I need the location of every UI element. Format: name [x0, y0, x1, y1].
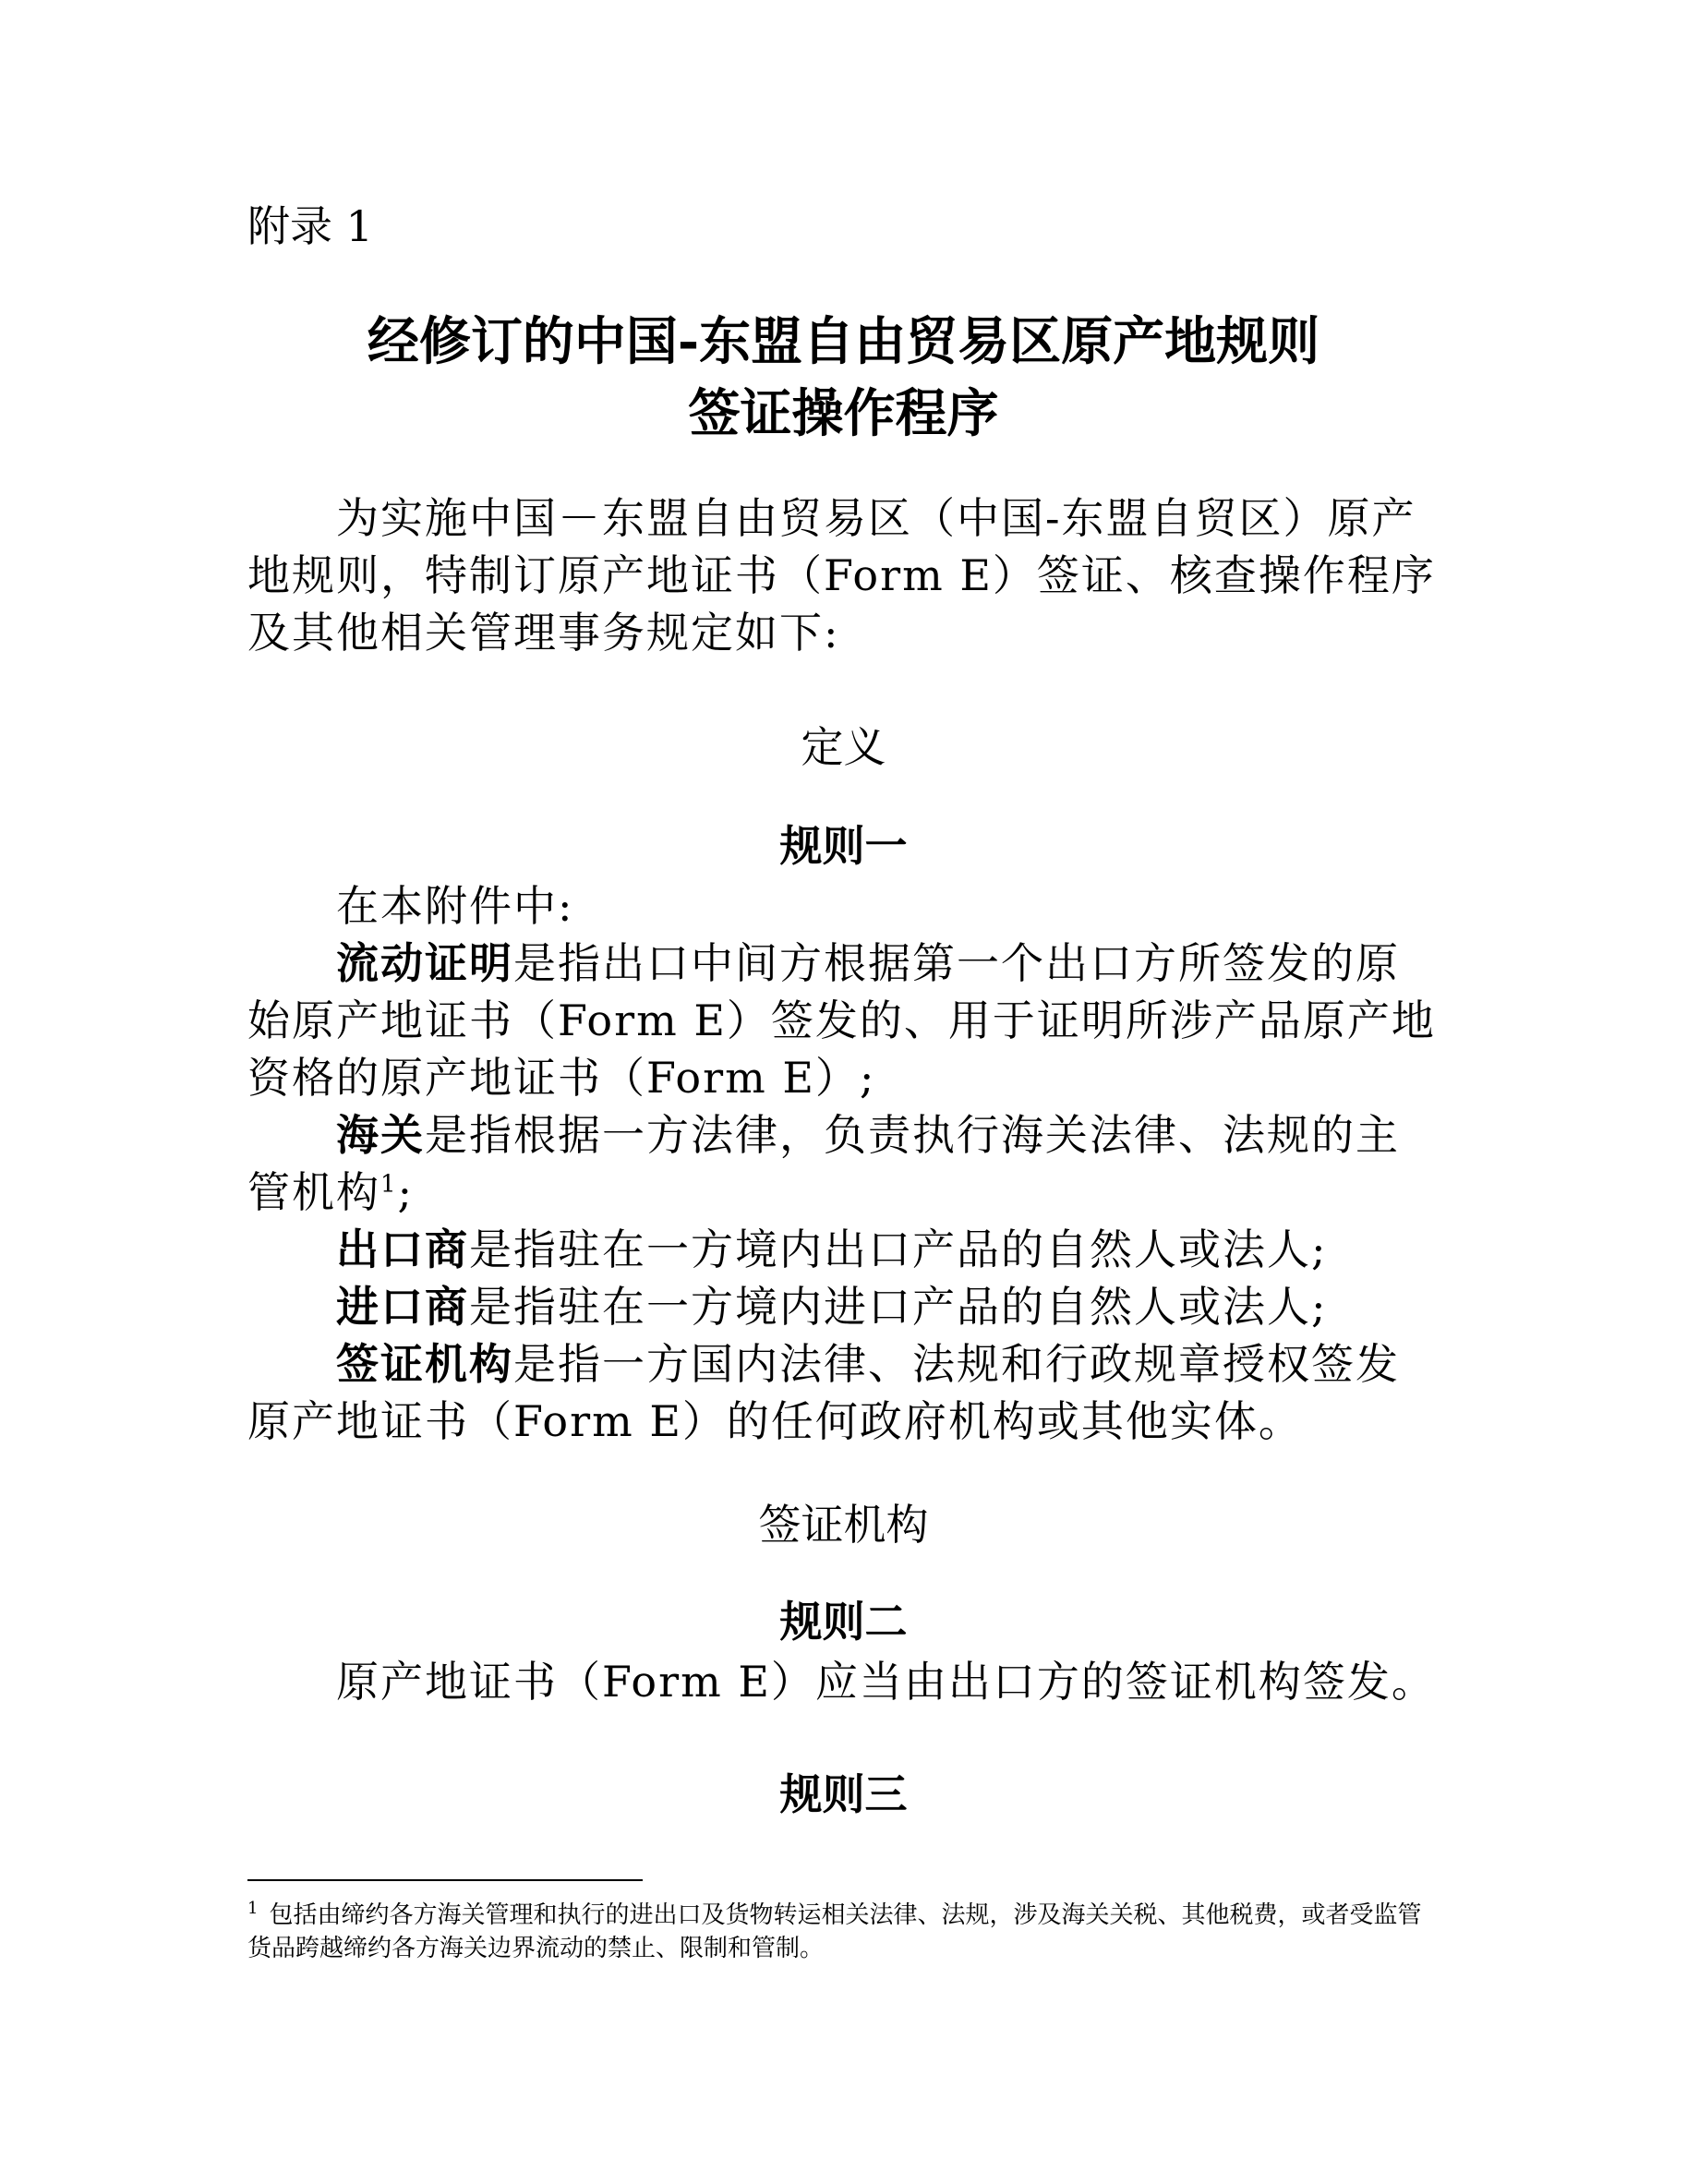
definition-term: 出口商 — [336, 1225, 469, 1274]
rule-one-heading: 规则一 — [779, 821, 908, 871]
rule-two-heading: 规则二 — [779, 1597, 908, 1647]
definition-text: 是指一方国内法律、法规和行政规章授权签发原产地证书（Form E）的任何政府机构或其他实体。 — [247, 1339, 1400, 1446]
rule-two-text: 原产地证书（Form E）应当由出口方的签证机构签发。 — [336, 1657, 1436, 1707]
definition-customs — [247, 1106, 1439, 1221]
definition-text: 是指驻在一方境内进口产品的自然人或法人; — [469, 1282, 1328, 1332]
footnote — [247, 1899, 1439, 1965]
definition-term: 进口商 — [336, 1282, 469, 1332]
document-title-line2: 签证操作程序 — [688, 383, 999, 444]
intro-paragraph: 为实施中国－东盟自由贸易区（中国-东盟自贸区）原产地规则，特制订原产地证书（Form E）签证、核查操作程序及其他相关管理事务规定如下: — [247, 493, 1436, 658]
definition-importer — [247, 1278, 1439, 1335]
definition-exporter — [247, 1221, 1439, 1278]
footnote-divider — [247, 1879, 643, 1881]
footnote-ref: 1 — [380, 1170, 398, 1199]
definition-term: 流动证明 — [336, 938, 513, 988]
document-title-line1: 经修订的中国-东盟自由贸易区原产地规则 — [367, 311, 1320, 372]
rule-one-lead: 在本附件中: — [336, 881, 574, 931]
appendix-label: 附录 1 — [247, 201, 373, 251]
definition-flow-certificate — [247, 935, 1439, 1106]
footnote-marker: 1 — [247, 1899, 259, 1919]
definition-text: 是指出口中间方根据第一个出口方所签发的原始原产地证书（Form E）签发的、用于证明所涉产品原产地资格的原产地证书（Form E）; — [247, 938, 1436, 1103]
definition-term: 海关 — [336, 1110, 425, 1160]
footnote-text: 包括由缔约各方海关管理和执行的进出口及货物转运相关法律、法规，涉及海关关税、其他税费，或者受监管货品跨越缔约各方海关边界流动的禁止、限制和管制。 — [247, 1901, 1422, 1962]
definition-term: 签证机构 — [336, 1339, 513, 1389]
section-heading-issuing-authority: 签证机构 — [758, 1500, 929, 1550]
definition-tail: ; — [397, 1167, 415, 1217]
definition-text: 是指驻在一方境内出口产品的自然人或法人; — [469, 1225, 1328, 1274]
definition-text: 是指根据一方法律，负责执行海关法律、法规的主管机构 — [247, 1110, 1400, 1217]
rule-three-heading: 规则三 — [779, 1769, 908, 1819]
definition-issuing-authority — [247, 1335, 1439, 1450]
section-heading-definitions: 定义 — [801, 722, 886, 772]
